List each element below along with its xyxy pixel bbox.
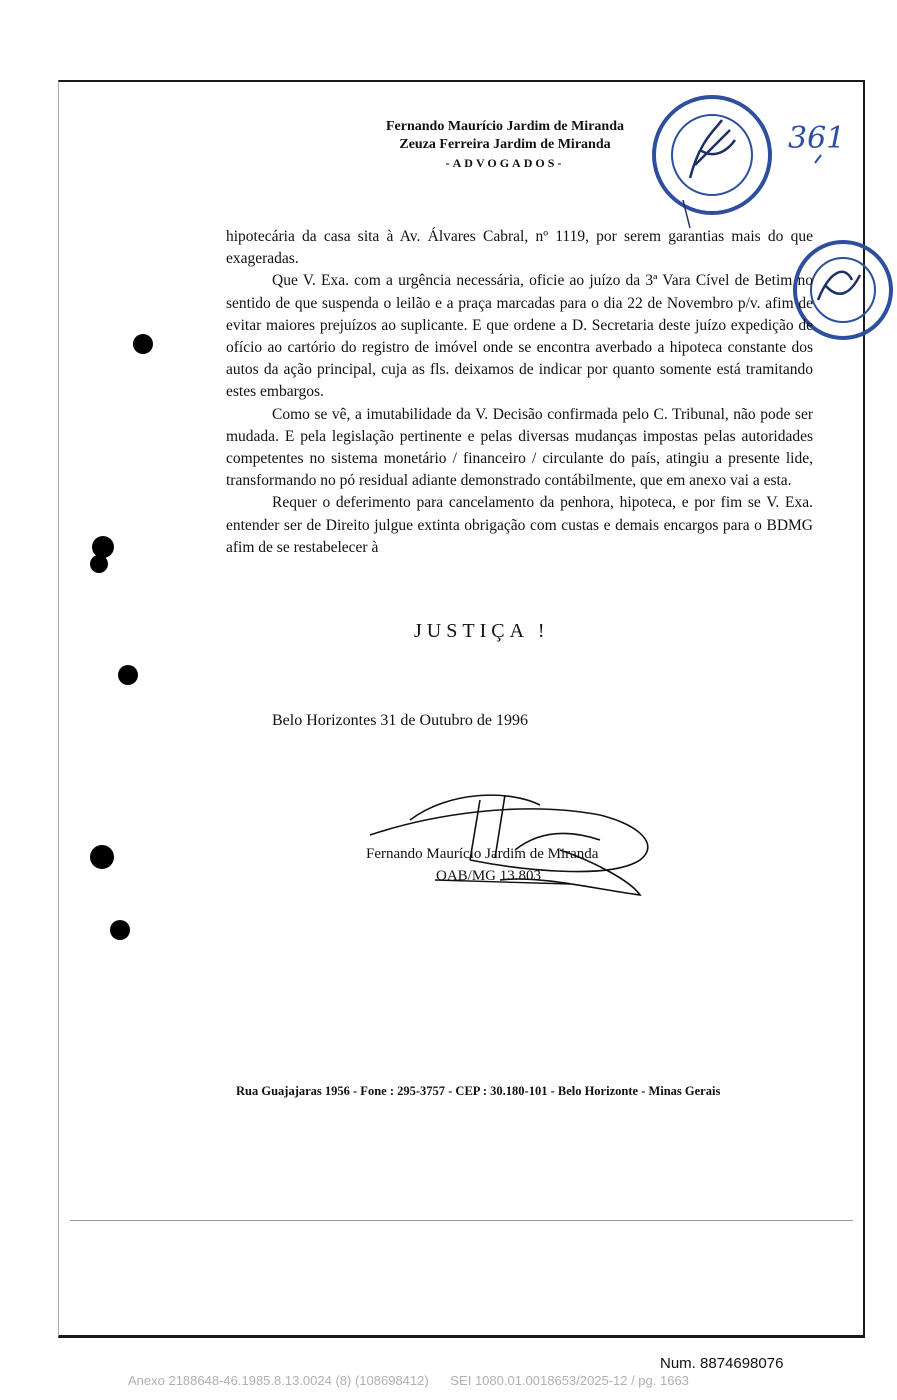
page-number-text: 361 [788,121,846,156]
date-line: Belo Horizontes 31 de Outubro de 1996 [272,712,528,729]
triagem-stamp [654,97,770,228]
punch-hole [90,845,114,869]
annex-reference: Anexo 2188648-46.1985.8.13.0024 (8) (108698412) [128,1373,429,1388]
letterhead-name-2: Zeuza Ferreira Jardim de Miranda [399,137,611,152]
document-number: Num. 8874698076 [660,1355,784,1372]
letter-body [226,226,813,559]
paragraph-3: Como se vê, a imutabilidade da V. Decisão confirmada pelo C. Tribunal, não pode ser mudada. E pela legislação pertinente e pelas diversas mudanças impostas pelas autoridades competentes no sistema monetário / financeiro / circulante do país, atingiu a presente lide, transformando no pó residual adiante demonstrado contábilmente, que em anexo vai a esta. [226,405,813,490]
punch-hole [90,555,108,573]
scan-footer [128,1373,689,1388]
signatory-oab: OAB/MG 13.803 [436,868,542,884]
handwritten-page-number [788,121,845,163]
sei-reference: SEI 1080.01.0018653/2025-12 / pg. 1663 [450,1373,689,1388]
paragraph-4: Requer o deferimento para cancelamento da penhora, hipoteca, e por fim se V. Exa. entender ser de Direito julgue extinta obrigação com custas e demais encargos para o BDMG afim de se restabelecer à [226,494,813,556]
paragraph-2: Que V. Exa. com a urgência necessária, oficie ao juízo da 3ª Vara Cível de Betim no sentido de que suspenda o leilão e a praça marcadas para o dia 22 de Novembro p/v. afim de evitar maiores prejuízos ao suplicante. E que ordene a D. Secretaria deste juízo expedição de ofício ao cartório do registro de imóvel onde se encontra averbado a hipoteca constante dos autos da ação principal, cuja as fls. deixamos de indicar por quanto somente está tramitando estes embargos. [226,272,813,401]
punch-hole [133,334,153,354]
signatory-name: Fernando Maurício Jardim de Miranda [366,846,599,862]
letterhead-role: -ADVOGADOS- [445,156,565,170]
footer-address: Rua Guajajaras 1956 - Fone : 295-3757 - CEP : 30.180-101 - Belo Horizonte - Minas Gerais [236,1084,721,1098]
letterhead-name-1: Fernando Maurício Jardim de Miranda [386,119,624,134]
punch-hole [118,665,138,685]
paragraph-1: hipotecária da casa sita à Av. Álvares Cabral, nº 1119, por serem garantias mais do que exageradas. [226,228,813,268]
closing-justica: JUSTIÇA ! [414,620,550,642]
punch-hole [110,920,130,940]
